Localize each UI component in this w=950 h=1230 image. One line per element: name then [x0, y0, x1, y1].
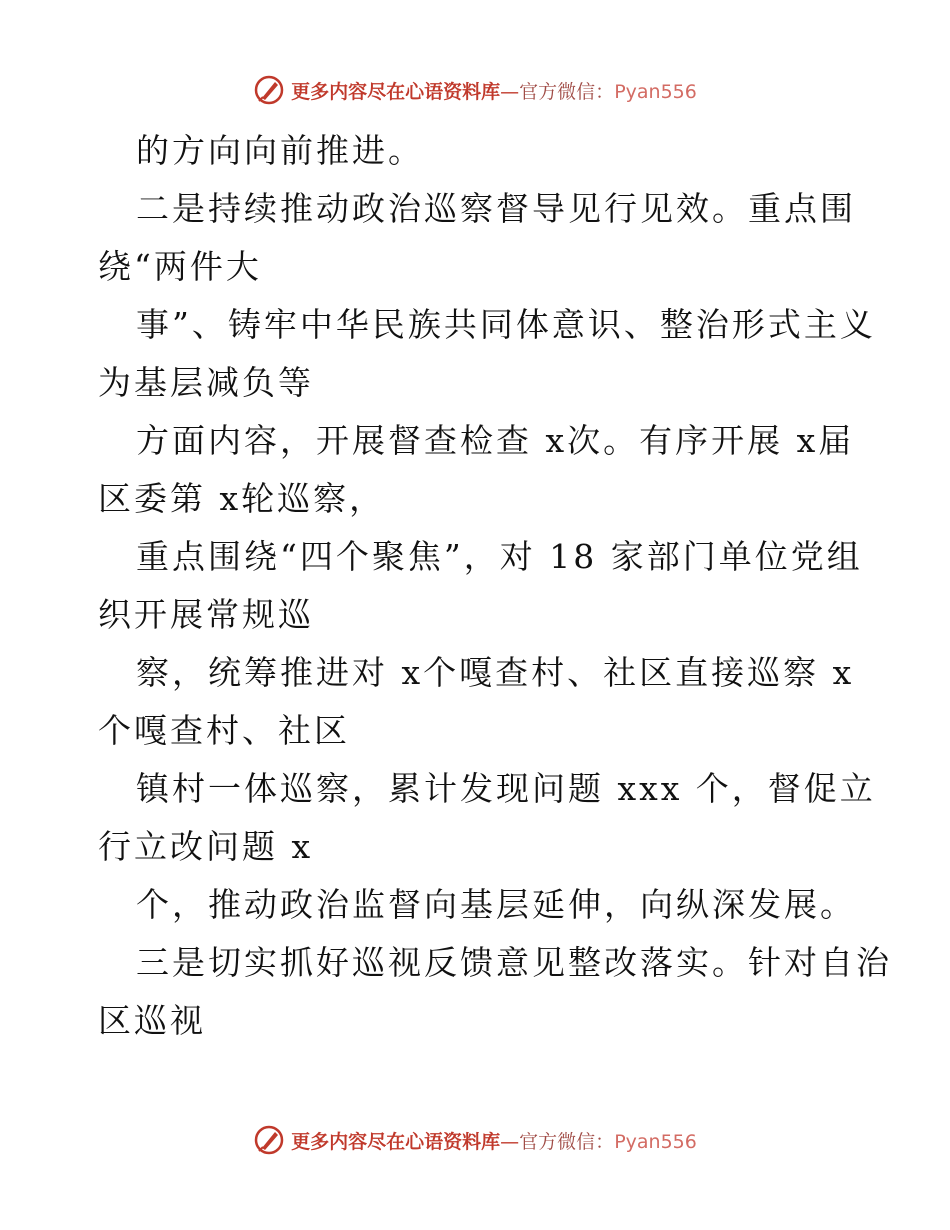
text-line: 重点围绕“四个聚焦”，对 18 家部门单位党组 — [136, 537, 863, 576]
watermark-dash: — — [500, 1130, 520, 1153]
quill-pen-icon — [253, 1124, 285, 1156]
quill-pen-icon — [253, 74, 285, 106]
text-line: 个嘎查村、社区 — [98, 711, 350, 750]
text-line: 个，推动政治监督向基层延伸，向纵深发展。 — [136, 885, 856, 924]
footer-watermark — [0, 1120, 950, 1160]
text-line: 的方向向前推进。 — [136, 131, 424, 170]
text-line: 事”、铸牢中华民族共同体意识、整治形式主义 — [136, 305, 876, 344]
text-line: 织开展常规巡 — [98, 595, 314, 634]
text-line: 为基层减负等 — [98, 363, 314, 402]
text-line: 区委第 x轮巡察， — [98, 479, 386, 518]
watermark-wechat-id: Pyan556 — [614, 80, 697, 103]
header-watermark — [0, 70, 950, 110]
text-line: 区巡视 — [98, 1001, 206, 1040]
watermark-group — [253, 1124, 697, 1156]
text-line: 二是持续推动政治巡察督导见行见效。重点围 — [136, 189, 856, 228]
watermark-main-text: 更多内容尽在心语资料库 — [291, 80, 501, 103]
watermark-sub-text: 官方微信： — [519, 80, 615, 103]
text-line: 三是切实抓好巡视反馈意见整改落实。针对自治 — [136, 943, 892, 982]
text-line: 绕“两件大 — [98, 247, 262, 286]
watermark-main-text: 更多内容尽在心语资料库 — [291, 1130, 501, 1153]
watermark-sub-text: 官方微信： — [519, 1130, 615, 1153]
document-body — [98, 122, 892, 1050]
text-line: 镇村一体巡察，累计发现问题 xxx 个，督促立 — [136, 769, 876, 808]
watermark-wechat-id: Pyan556 — [614, 1130, 697, 1153]
text-line: 行立改问题 x — [98, 827, 314, 866]
watermark-dash: — — [500, 80, 520, 103]
text-line: 方面内容，开展督查检查 x次。有序开展 x届 — [136, 421, 855, 460]
text-line: 察，统筹推进对 x个嘎查村、社区直接巡察 x — [136, 653, 855, 692]
watermark-group — [253, 74, 697, 106]
